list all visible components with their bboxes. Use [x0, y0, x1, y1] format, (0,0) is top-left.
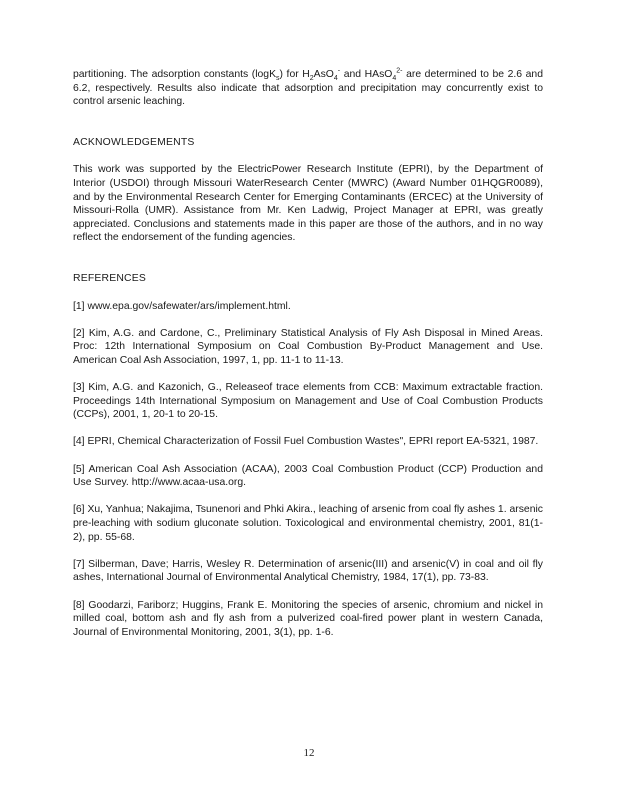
subscript: 4	[333, 75, 338, 83]
reference-item-3: [3] Kim, A.G. and Kazonich, G., Releaseof trace elements from CCB: Maximum extractable fraction. Proceedings 14th International Symposium on Management and Use of Coal Combustion Products (CCPs), 2001, 1, 20-1 to 20-15.	[73, 382, 543, 421]
subscript: 2	[309, 75, 314, 83]
subscript: 4	[392, 75, 397, 83]
page-number: 12	[303, 747, 315, 759]
references-heading: REFERENCES	[73, 272, 147, 284]
reference-item-8: [8] Goodarzi, Fariborz; Huggins, Frank E. Monitoring the species of arsenic, chromium and nickel in milled coal, bottom ash and fly ash from a pulverized coal-fired power plant in western Canada, Journal of Environmental Monitoring, 2001, 3(1), pp. 1-6.	[73, 599, 543, 638]
superscript: 2-	[396, 67, 403, 75]
reference-item-6: [6] Xu, Yanhua; Nakajima, Tsunenori and Phki Akira., leaching of arsenic from coal fly ashes 1. arsenic pre-leaching with sodium gluconate solution. Toxicological and environmental chemistry, 2001, 81(1-2), pp. 55-68.	[73, 504, 543, 543]
reference-item-5: [5] American Coal Ash Association (ACAA), 2003 Coal Combustion Product (CCP) Production and Use Survey. http://www.acaa-usa.org.	[73, 463, 543, 489]
intro-text: AsO	[313, 69, 334, 80]
intro-text: partitioning. The adsorption constants (logK	[73, 69, 277, 80]
reference-item-4: [4] EPRI, Chemical Characterization of Fossil Fuel Combustion Wastes", EPRI report EA-5321, 1987.	[73, 436, 539, 448]
reference-item-7: [7] Silberman, Dave; Harris, Wesley R. Determination of arsenic(III) and arsenic(V) in coal and oil fly ashes, International Journal of Environmental Analytical Chemistry, 1984, 17(1), pp. 73-83.	[73, 558, 543, 584]
superscript: -	[337, 67, 341, 75]
page-body	[73, 68, 543, 639]
acknowledgements-heading: ACKNOWLEDGEMENTS	[73, 136, 195, 148]
acknowledgements-body: This work was supported by the ElectricPower Research Institute (EPRI), by the Department of Interior (USDOI) through Missouri WaterResearch Center (MWRC) (Award Number 01HQGR0089), and by the Environmental Research Center for Emerging Contaminants (ERCEC) at the University of Missouri-Rolla (UMR). Assistance from Mr. Ken Ladwig, Project Manager at EPRI, was greatly appreciated. Conclusions and statements made in this paper are those of the authors, and in no way reflect the endorsement of the funding agencies.	[73, 164, 543, 244]
intro-text: are determined to be 2.6 and 6.2, respectively. Results also indicate that adsorption and precipitation may concurrently exist to control arsenic leaching.	[73, 69, 543, 108]
intro-paragraph	[73, 68, 543, 109]
subscript: s	[276, 75, 280, 83]
intro-text: and HAsO	[340, 69, 393, 80]
intro-text: ) for H	[279, 69, 310, 80]
reference-item-1: [1] www.epa.gov/safewater/ars/implement.html.	[73, 300, 291, 312]
reference-item-2: [2] Kim, A.G. and Cardone, C., Preliminary Statistical Analysis of Fly Ash Disposal in Mined Areas. Proc: 12th International Symposium on Coal Combustion By-Product Management and Use. American Coal Ash Association, 1997, 1, pp. 11-1 to 11-13.	[73, 327, 543, 366]
